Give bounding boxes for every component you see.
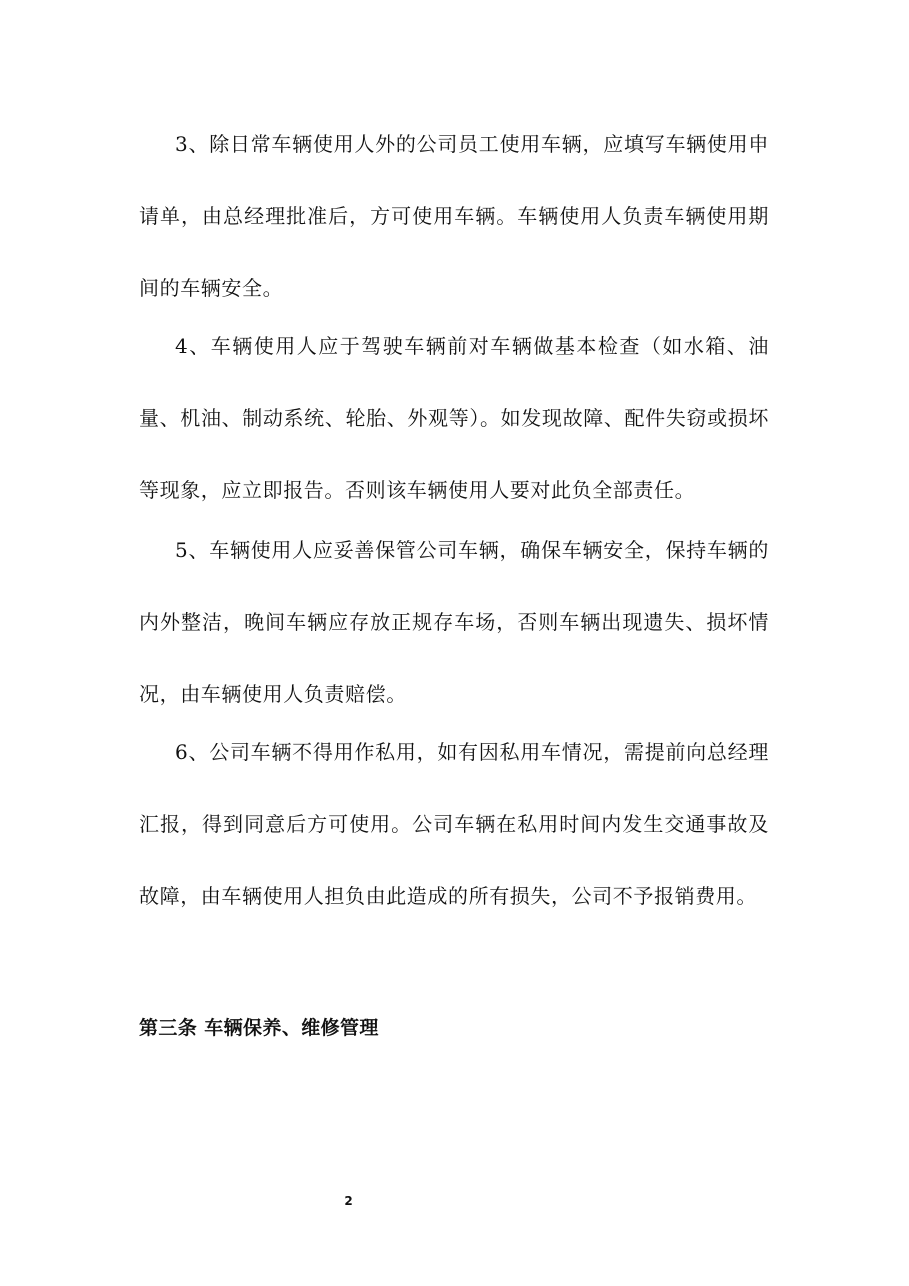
paragraph-item-3: 3、除日常车辆使用人外的公司员工使用车辆，应填写车辆使用申请单，由总经理批准后，方可使用车辆。车辆使用人负责车辆使用期间的车辆安全。	[139, 132, 769, 300]
paragraph-item-5: 5、车辆使用人应妥善保管公司车辆，确保车辆安全，保持车辆的内外整洁，晚间车辆应存放正规存车场，否则车辆出现遗失、损坏情况，由车辆使用人负责赔偿。	[139, 538, 769, 706]
paragraph-item-4: 4、车辆使用人应于驾驶车辆前对车辆做基本检查（如水箱、油量、机油、制动系统、轮胎、外观等）。如发现故障、配件失窃或损坏等现象，应立即报告。否则该车辆使用人要对此负全部责任。	[139, 334, 769, 502]
section-heading: 第三条 车辆保养、维修管理	[139, 1017, 379, 1039]
page-number: 2	[344, 1194, 353, 1208]
paragraph-item-6: 6、公司车辆不得用作私用，如有因私用车情况，需提前向总经理汇报，得到同意后方可使用。公司车辆在私用时间内发生交通事故及故障，由车辆使用人担负由此造成的所有损失，公司不予报销费用。	[139, 740, 769, 908]
